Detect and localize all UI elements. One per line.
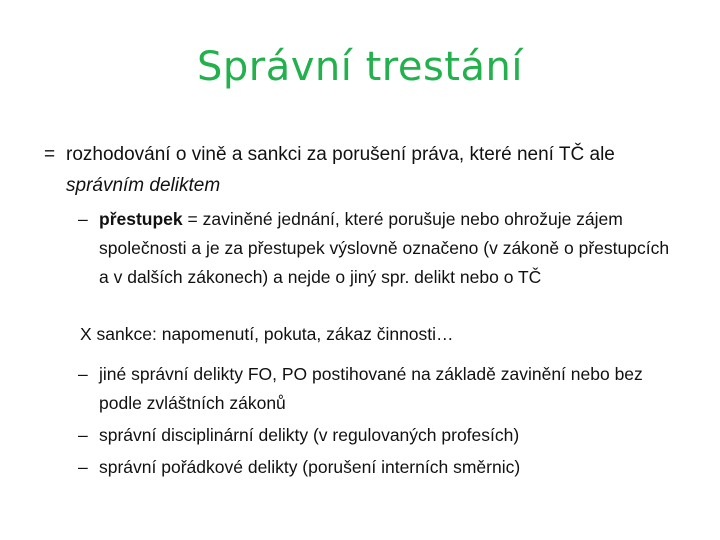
sub-item-text: správní pořádkové delikty (porušení interních směrnic) — [99, 457, 521, 477]
main-bullet-text — [66, 139, 684, 201]
sub-item-term: přestupek — [99, 209, 183, 229]
dash-marker: – — [78, 209, 88, 229]
sanctions-line: X sankce: napomenutí, pokuta, zákaz činnosti… — [80, 324, 454, 344]
sub-item-disciplinarni — [78, 421, 678, 450]
main-bullet-emphasis: správním deliktem — [66, 175, 221, 196]
sub-item-definition: = zaviněné jednání, které porušuje nebo ohrožuje zájem společnosti a je za přestupek výslovně označeno (v zákoně o přestupcích a v dalších zákonech) a nejde o jiný spr. delikt nebo o TČ — [99, 209, 670, 287]
sub-item-text: správní disciplinární delikty (v regulovaných profesích) — [99, 425, 520, 445]
dash-marker: – — [78, 364, 88, 384]
sub-item-prestupek — [78, 205, 678, 292]
main-bullet-body: rozhodování o vině a sankci za porušení práva, které není TČ ale — [66, 144, 615, 165]
sub-item-jine-delikty — [78, 360, 678, 418]
dash-marker: – — [78, 457, 88, 477]
sub-item-text: jiné správní delikty FO, PO postihované na základě zavinění nebo bez podle zvláštních zákonů — [99, 364, 643, 413]
sub-item-poradkove — [78, 453, 678, 482]
equals-marker: = — [44, 144, 56, 165]
slide-title: Správní trestání — [197, 44, 523, 90]
dash-marker: – — [78, 425, 88, 445]
sub-item-text — [99, 205, 678, 292]
main-bullet — [44, 139, 684, 201]
